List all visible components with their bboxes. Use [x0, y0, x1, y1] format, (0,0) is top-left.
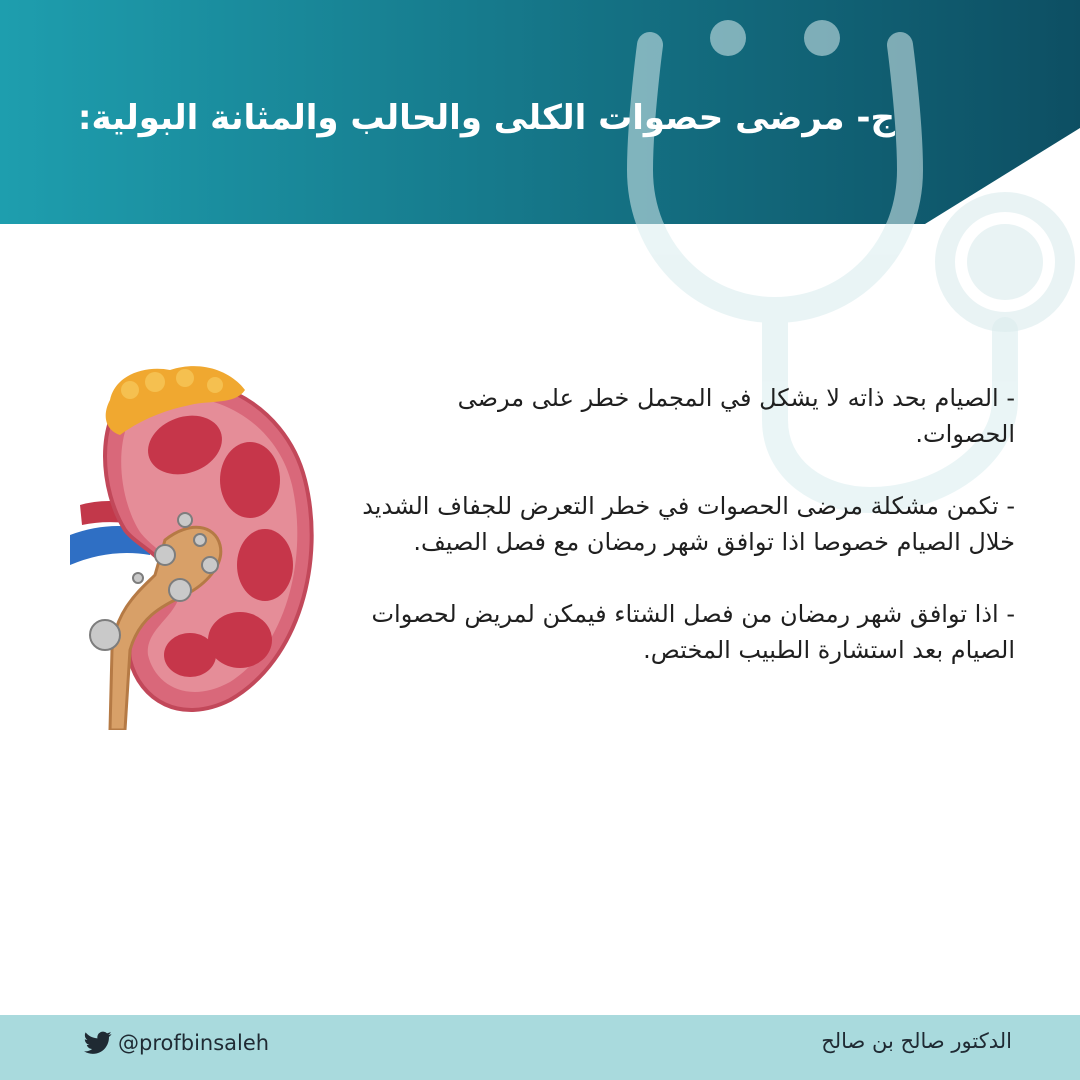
paragraph: - اذا توافق شهر رمضان من فصل الشتاء فيمكن لمريض لحصوات الصيام بعد استشارة الطبيب المختص.	[371, 600, 1015, 664]
author-name: الدكتور صالح بن صالح	[821, 1029, 1012, 1053]
kidney-stones-illustration	[70, 360, 320, 730]
paragraph: - تكمن مشكلة مرضى الحصوات في خطر التعرض للجفاف الشديد خلال الصيام خصوصا اذا توافق شهر رمضان مع فصل الصيف.	[362, 492, 1015, 556]
twitter-icon	[84, 1031, 112, 1055]
twitter-handle-text: @profbinsaleh	[118, 1031, 270, 1055]
page-title: ج- مرضى حصوات الكلى والحالب والمثانة البولية:	[77, 98, 895, 138]
twitter-handle-link[interactable]	[84, 1027, 269, 1059]
paragraph: - الصيام بحد ذاته لا يشكل في المجمل خطر على مرضى الحصوات.	[457, 384, 1015, 448]
content-text	[360, 380, 1015, 704]
